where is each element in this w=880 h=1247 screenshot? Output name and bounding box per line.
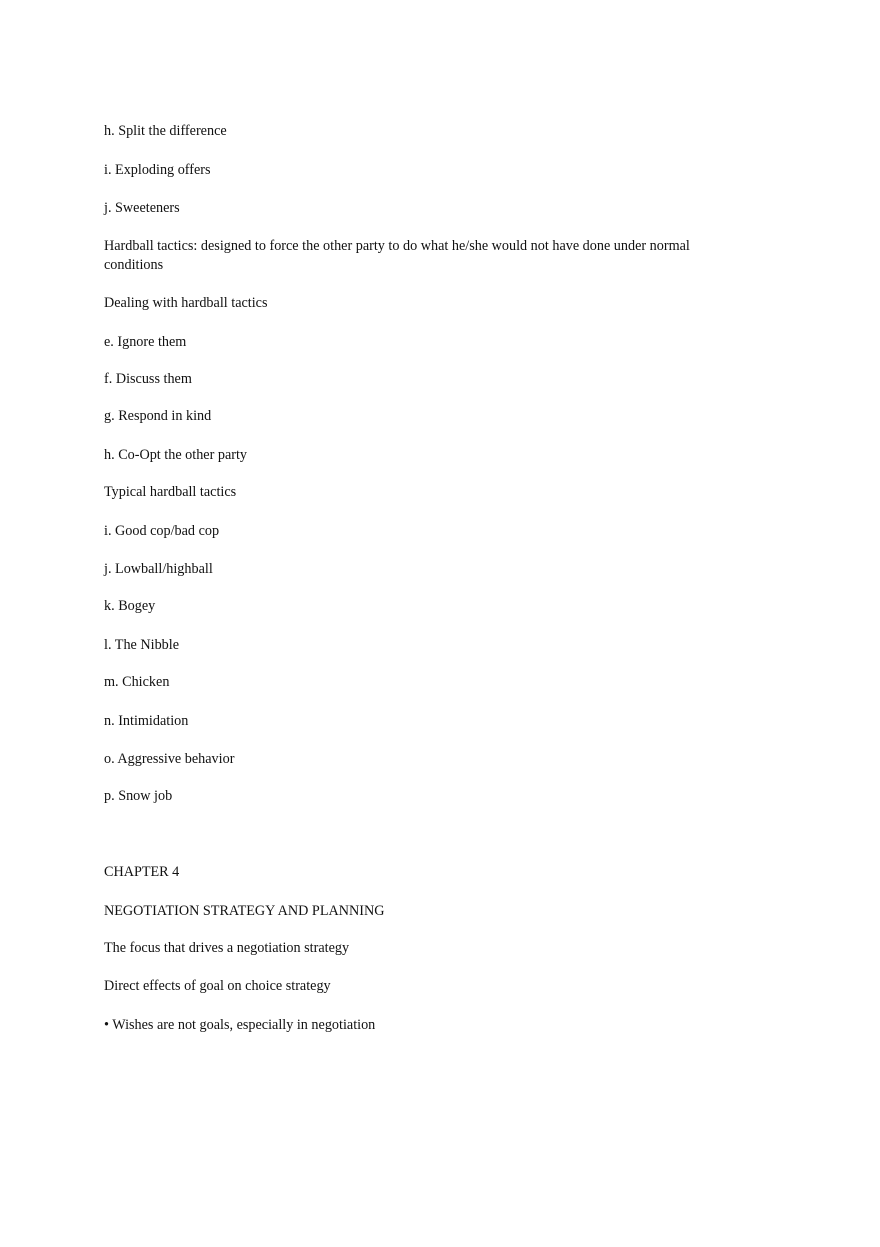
- chapter-title: NEGOTIATION STRATEGY AND PLANNING: [104, 903, 385, 919]
- list-item-snow-job: p. Snow job: [104, 788, 173, 804]
- list-item-exploding-offers: i. Exploding offers: [104, 162, 211, 178]
- list-item-respond-in-kind: g. Respond in kind: [104, 408, 212, 424]
- list-item-sweeteners: j. Sweeteners: [104, 200, 180, 216]
- hardball-tactics-definition: Hardball tactics: designed to force the other party to do what he/she would not have done under normal conditions: [104, 238, 690, 273]
- list-item-bogey: k. Bogey: [104, 598, 156, 614]
- section-heading-typical-hardball: Typical hardball tactics: [104, 484, 237, 500]
- list-item-the-nibble: l. The Nibble: [104, 637, 179, 653]
- list-item-good-cop-bad-cop: i. Good cop/bad cop: [104, 523, 220, 539]
- list-item-lowball-highball: j. Lowball/highball: [104, 561, 213, 577]
- list-item-aggressive-behavior: o. Aggressive behavior: [104, 751, 235, 767]
- section-heading-dealing-with-hardball: Dealing with hardball tactics: [104, 295, 268, 311]
- section-heading-direct-effects: Direct effects of goal on choice strategy: [104, 978, 331, 994]
- list-item-ignore-them: e. Ignore them: [104, 334, 187, 350]
- bullet-item-wishes: • Wishes are not goals, especially in negotiation: [104, 1017, 376, 1033]
- list-item-discuss-them: f. Discuss them: [104, 371, 192, 387]
- list-item-intimidation: n. Intimidation: [104, 713, 189, 729]
- chapter-label: CHAPTER 4: [104, 864, 180, 880]
- list-item-split-the-difference: h. Split the difference: [104, 123, 227, 139]
- section-heading-focus: The focus that drives a negotiation strategy: [104, 940, 350, 956]
- list-item-co-opt: h. Co-Opt the other party: [104, 447, 248, 463]
- list-item-chicken: m. Chicken: [104, 674, 170, 690]
